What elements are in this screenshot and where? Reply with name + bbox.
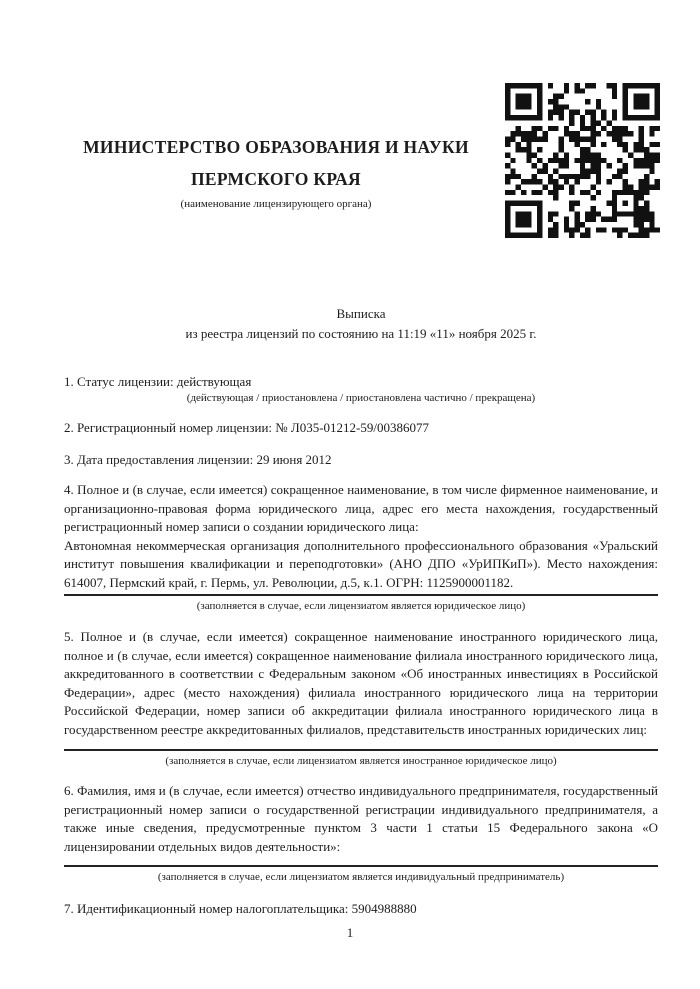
document-title: Выписка	[336, 306, 386, 321]
legal-entity-caption: (заполняется в случае, если лицензиатом является юридическое лицо)	[196, 600, 526, 612]
legal-entity-value: Автономная некоммерческая организация дополнительного профессионального образования «Уральский институт повышения квалификации и переподготовки» (АНО ДПО «УрИПКиП»). Место нахождения: 614007, Пермский край, г. Пермь, ул. Революции, д.5, к.1. ОГРН: 1125900001182.	[64, 537, 658, 590]
qr-code-icon	[505, 83, 660, 238]
individual-entrepreneur-blank-line	[64, 865, 658, 867]
document-title-block	[64, 304, 658, 343]
individual-entrepreneur-caption: (заполняется в случае, если лицензиатом является индивидуальный предприниматель)	[157, 871, 565, 883]
foreign-entity-blank-line	[64, 749, 658, 751]
legal-entity-clause: 4. Полное и (в случае, если имеется) сокращенное наименование, в том числе фирменное наименование, и организационно-правовая форма юридического лица, адрес его места нахождения, государственный регистрационный номер записи о создании юридического лица:	[64, 482, 658, 534]
grant-date-line: 3. Дата предоставления лицензии: 29 июня 2012	[64, 452, 332, 467]
legal-entity-blank-line	[64, 594, 658, 596]
licensing-authority-block	[60, 131, 492, 212]
ministry-name-line1: МИНИСТЕРСТВО ОБРАЗОВАНИЯ И НАУКИ	[83, 137, 469, 157]
document-body	[64, 372, 658, 918]
foreign-entity-clause: 5. Полное и (в случае, если имеется) сокращенное наименование иностранного юридического лица, полное и (в случае, если имеется) сокращенное наименование филиала иностранного юридического лица, аккредитованного в соответствии с Федеральным законом «Об иностранных инвестициях в Российской Федерации», адрес (место нахождения) филиала иностранного юридического лица на территории Российской Федерации, номер записи об аккредитации филиала иностранного юридического лица в государственном реестре аккредитованных филиалов, представительств иностранных юридических лиц:	[64, 629, 658, 737]
foreign-entity-caption: (заполняется в случае, если лицензиатом является иностранное юридическое лицо)	[165, 755, 557, 767]
registration-number-line: 2. Регистрационный номер лицензии: № Л035-01212-59/00386077	[64, 420, 430, 435]
ministry-caption: (наименование лицензирующего органа)	[180, 198, 372, 210]
taxpayer-id-line: 7. Идентификационный номер налогоплательщика: 5904988880	[64, 901, 417, 916]
page-number: 1	[346, 925, 354, 940]
document-subtitle: из реестра лицензий по состоянию на 11:19 «11» ноября 2025 г.	[185, 325, 537, 341]
ministry-name-line2: ПЕРМСКОГО КРАЯ	[191, 169, 361, 189]
license-status-line: 1. Статус лицензии: действующая	[64, 374, 252, 389]
individual-entrepreneur-clause: 6. Фамилия, имя и (в случае, если имеется) отчество индивидуального предпринимателя, государственный регистрационный номер записи о государственной регистрации индивидуального предпринимателя, а также иные сведения, предусмотренные пунктом 3 части 1 статьи 15 Федерального закона «О лицензировании отдельных видов деятельности»:	[64, 783, 658, 854]
status-options-caption: (действующая / приостановлена / приостановлена частично / прекращена)	[186, 392, 536, 404]
